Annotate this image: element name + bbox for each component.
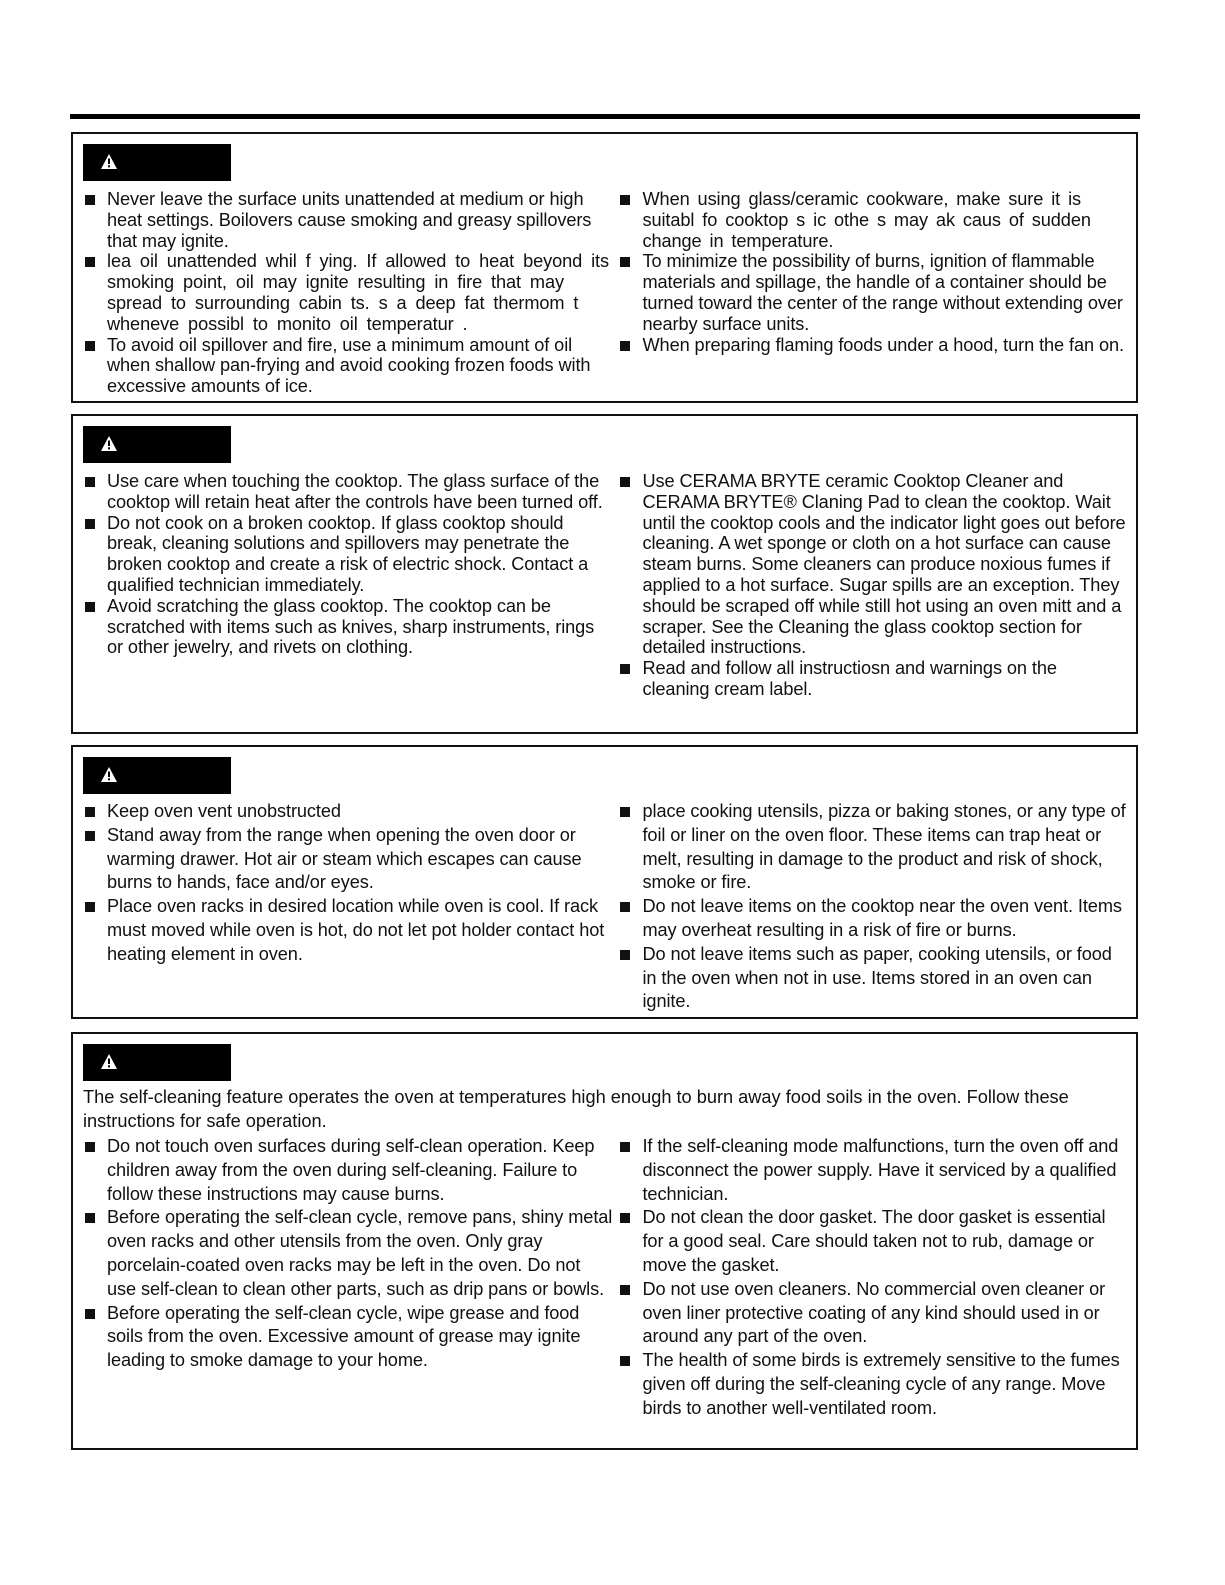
bullet-list-right — [618, 471, 1128, 700]
warning-triangle-icon — [101, 767, 117, 782]
list-item: Do not leave items on the cooktop near the oven vent. Items may overheat resulting in a risk of fire or burns. — [618, 895, 1128, 943]
list-item: When preparing flaming foods under a hood, turn the fan on. — [618, 335, 1128, 356]
list-item: To avoid oil spillover and fire, use a minimum amount of oil when shallow pan-frying and avoid cooking frozen foods with excessive amounts of ice. — [83, 335, 612, 397]
list-item: Use CERAMA BRYTE ceramic Cooktop Cleaner and CERAMA BRYTE® Claning Pad to clean the cooktop. Wait until the cooktop cools and the indicator light goes out before cleaning. A wet sponge or cloth on a hot surface can cause steam burns. Some cleaners can produce noxious fumes if applied to a hot surface. Sugar spills are an exception. They should be scraped off while still hot using an oven mitt and a scraper. See the Cleaning the glass cooktop section for detailed instructions. — [618, 471, 1128, 658]
list-item: Do not use oven cleaners. No commercial oven cleaner or oven liner protective coating of any kind should used in or around any part of the oven. — [618, 1278, 1128, 1349]
list-item: Avoid scratching the glass cooktop. The cooktop can be scratched with items such as knives, sharp instruments, rings or other jewelry, and rivets on clothing. — [83, 596, 612, 658]
list-item: Stand away from the range when opening the oven door or warming drawer. Hot air or steam which escapes can cause burns to hands, face and/or eyes. — [83, 824, 612, 895]
warning-triangle-icon — [101, 436, 117, 451]
list-item: Use care when touching the cooktop. The glass surface of the cooktop will retain heat after the controls have been turned off. — [83, 471, 612, 513]
list-item: Do not clean the door gasket. The door gasket is essential for a good seal. Care should taken not to rub, damage or move the gasket. — [618, 1206, 1128, 1277]
warning-section-self-clean — [71, 1032, 1138, 1450]
bullet-list-left — [83, 471, 612, 700]
bullet-list-left — [83, 189, 612, 397]
list-item: Keep oven vent unobstructed — [83, 800, 612, 824]
list-item: The health of some birds is extremely sensitive to the fumes given off during the self-cleaning cycle of any range. Move birds to another well-ventilated room. — [618, 1349, 1128, 1420]
warning-badge — [83, 426, 231, 463]
list-item: To minimize the possibility of burns, ignition of flammable materials and spillage, the handle of a container should be turned toward the center of the range without extending over nearby surface units. — [618, 251, 1128, 334]
list-item: lea oil unattended whil f ying. If allowed to heat beyond its smoking point, oil may ignite resulting in fire that may spread to surrounding cabin ts. s a deep fat thermom t wheneve possibl to monito oil temperatur . — [83, 251, 612, 334]
warning-triangle-icon — [101, 1054, 117, 1069]
list-item: Place oven racks in desired location while oven is cool. If rack must moved while oven is hot, do not let pot holder contact hot heating element in oven. — [83, 895, 612, 966]
list-item: Do not leave items such as paper, cooking utensils, or food in the oven when not in use. Items stored in an oven can ignite. — [618, 943, 1128, 1014]
list-item: place cooking utensils, pizza or baking stones, or any type of foil or liner on the oven floor. These items can trap heat or melt, resulting in damage to the product and risk of shock, smoke or fire. — [618, 800, 1128, 895]
warning-section-glass-cooktop — [71, 414, 1138, 734]
list-item: If the self-cleaning mode malfunctions, turn the oven off and disconnect the power supply. Have it serviced by a qualified technician. — [618, 1135, 1128, 1206]
bullet-list-left — [83, 800, 612, 1014]
warning-badge — [83, 757, 231, 794]
bullet-list-right — [618, 189, 1128, 397]
warning-triangle-icon — [101, 154, 117, 169]
list-item: Never leave the surface units unattended at medium or high heat settings. Boilovers cause smoking and greasy spillovers that may ignite. — [83, 189, 612, 251]
list-item: Do not touch oven surfaces during self-clean operation. Keep children away from the oven during self-cleaning. Failure to follow these instructions may cause burns. — [83, 1135, 612, 1206]
warning-badge — [83, 1044, 231, 1081]
header-rule — [70, 114, 1140, 119]
list-item: Before operating the self-clean cycle, wipe grease and food soils from the oven. Excessive amount of grease may ignite leading to smoke damage to your home. — [83, 1302, 612, 1373]
bullet-list-left — [83, 1135, 612, 1421]
warning-section-cooktop-oil — [71, 132, 1138, 403]
list-item: Do not cook on a broken cooktop. If glass cooktop should break, cleaning solutions and spillovers may penetrate the broken cooktop and create a risk of electric shock. Contact a qualified technician immediately. — [83, 513, 612, 596]
list-item: Read and follow all instructiosn and warnings on the cleaning cream label. — [618, 658, 1128, 700]
bullet-list-right — [618, 800, 1128, 1014]
bullet-list-right — [618, 1135, 1128, 1421]
warning-section-oven — [71, 745, 1138, 1019]
list-item: Before operating the self-clean cycle, remove pans, shiny metal oven racks and other utensils from the oven. Only gray porcelain-coated oven racks may be left in the oven. Do not use self-clean to clean other parts, such as drip pans or bowls. — [83, 1206, 612, 1301]
warning-badge — [83, 144, 231, 181]
list-item: When using glass/ceramic cookware, make sure it is suitabl fo cooktop s ic othe s may ak caus of sudden change in temperature. — [618, 189, 1128, 251]
section-intro: The self-cleaning feature operates the oven at temperatures high enough to burn away food soils in the oven. Follow these instructions for safe operation. — [83, 1087, 1069, 1131]
